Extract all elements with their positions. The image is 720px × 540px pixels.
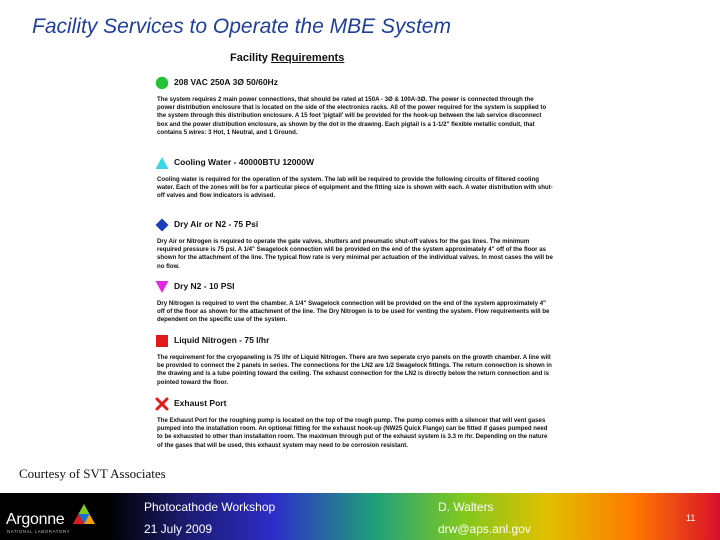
section-body: The Exhaust Port for the roughing pump is located on the top of the rough pump. The pump comes with a silencer that will vent gases pumped into the installation room. An optional fitting for the exhaust hook-up (NW25 Quick Flange) can be fitted if gases pumped need to be exhausted to other than installation room. The maximum through put of the exhaust system is 3.3 m /hr. Depending on the nature of the gases that will be used, this exhaust system may need to be corrosion resistant. <box>157 417 548 449</box>
argonne-triangle-icon <box>72 503 96 527</box>
section-exhaust-port <box>155 397 555 449</box>
section-label: 208 VAC 250A 3Ø 50/60Hz <box>174 77 278 87</box>
section-label: Exhaust Port <box>174 398 227 408</box>
document-heading-underlined: Requirements <box>270 52 345 64</box>
page-number: 11 <box>686 513 696 523</box>
slide-title: Facility Services to Operate the MBE System <box>32 15 451 38</box>
section-power <box>155 76 555 136</box>
section-label: Dry N2 - 10 PSI <box>174 281 235 291</box>
footer-author: D. Walters <box>438 500 494 514</box>
footer-bar <box>0 493 720 540</box>
cyan-triangle-up-icon <box>155 156 169 170</box>
red-x-icon <box>155 397 169 411</box>
section-label: Liquid Nitrogen - 75 l/hr <box>174 335 270 345</box>
logo-subtitle: NATIONAL LABORATORY <box>7 529 71 534</box>
section-cooling-water <box>155 156 555 200</box>
footer-date: 21 July 2009 <box>144 522 213 536</box>
red-square-icon <box>155 334 169 348</box>
magenta-triangle-down-icon <box>155 280 169 294</box>
blue-diamond-icon <box>155 218 169 232</box>
section-dry-air <box>155 218 555 270</box>
section-body: The requirement for the cryopaneling is 75 l/hr of Liquid Nitrogen. There are two seperate cryo panels on the growth chamber. A line will be provided to connect the 2 panels in series. The connections for the LN2 are 1/2 Swagelock fittings. The return connection is shown in the drawing and is a tube pointing toward the ceiling. The exhaust connection for the LN2 is directly below the return connection and is pointed toward the floor. <box>157 354 552 386</box>
section-liquid-nitrogen <box>155 334 555 386</box>
document-heading <box>230 52 344 64</box>
section-body: Dry Nitrogen is required to vent the chamber. A 1/4" Swagelock connection will be provided on the end of the system approximately 4" off of the floor as shown for the attachment of the line. The Dry Nitrogen is to be used for venting the system. Flow requirements will be dependent on the specific use of the system. <box>157 300 550 324</box>
argonne-logo <box>0 493 110 540</box>
document-heading-prefix: Facility <box>230 52 271 64</box>
courtesy-credit: Courtesy of SVT Associates <box>19 466 166 481</box>
green-circle-icon <box>155 76 169 90</box>
footer-email[interactable]: drw@aps.anl.gov <box>438 522 531 536</box>
section-label: Dry Air or N2 - 75 Psi <box>174 219 259 229</box>
section-body: Dry Air or Nitrogen is required to operate the gate valves, shutters and pneumatic shut-off valves for the gas lines. The minimum required pressure is 75 psi. A 1/4" Swagelock connection will be provided on the end of the system approximately 4" off of the floor as shown for the attachment of the line. The typical flow rate is very minimal per actuation of the individual valves. In most cases the will be no flow. <box>157 238 553 270</box>
logo-wordmark: Argonne <box>6 511 65 528</box>
section-dry-n2 <box>155 280 555 324</box>
footer-event: Photocathode Workshop <box>144 500 276 514</box>
section-body: Cooling water is required for the operation of the system. The lab will be required to provide the following circuits of filtered cooling water. Each of the zones will be for a particular piece of equipment and the fitting size is shown with each. A water distribution with shut-off valves and flow indicators is advised. <box>157 176 553 200</box>
section-label: Cooling Water - 40000BTU 12000W <box>174 157 314 167</box>
section-body: The system requires 2 main power connections, that should be rated at 150A - 3Ø & 100A-3Ø. The power is connected through the power distribution enclosure that is located on the side of the electronics racks. All of the power required for the system is supplied to the system through this distribution enclosure. A 15 foot 'pigtail' will be provided for the hook-up between the lab service disconnect box and the power distribution enclosure, as shown by the dot in the drawing. Each pigtail is a 1-1/2" flexible metallic conduit, that contains 5 wires: 3 Hot, 1 Neutral, and 1 Ground. <box>157 96 547 136</box>
